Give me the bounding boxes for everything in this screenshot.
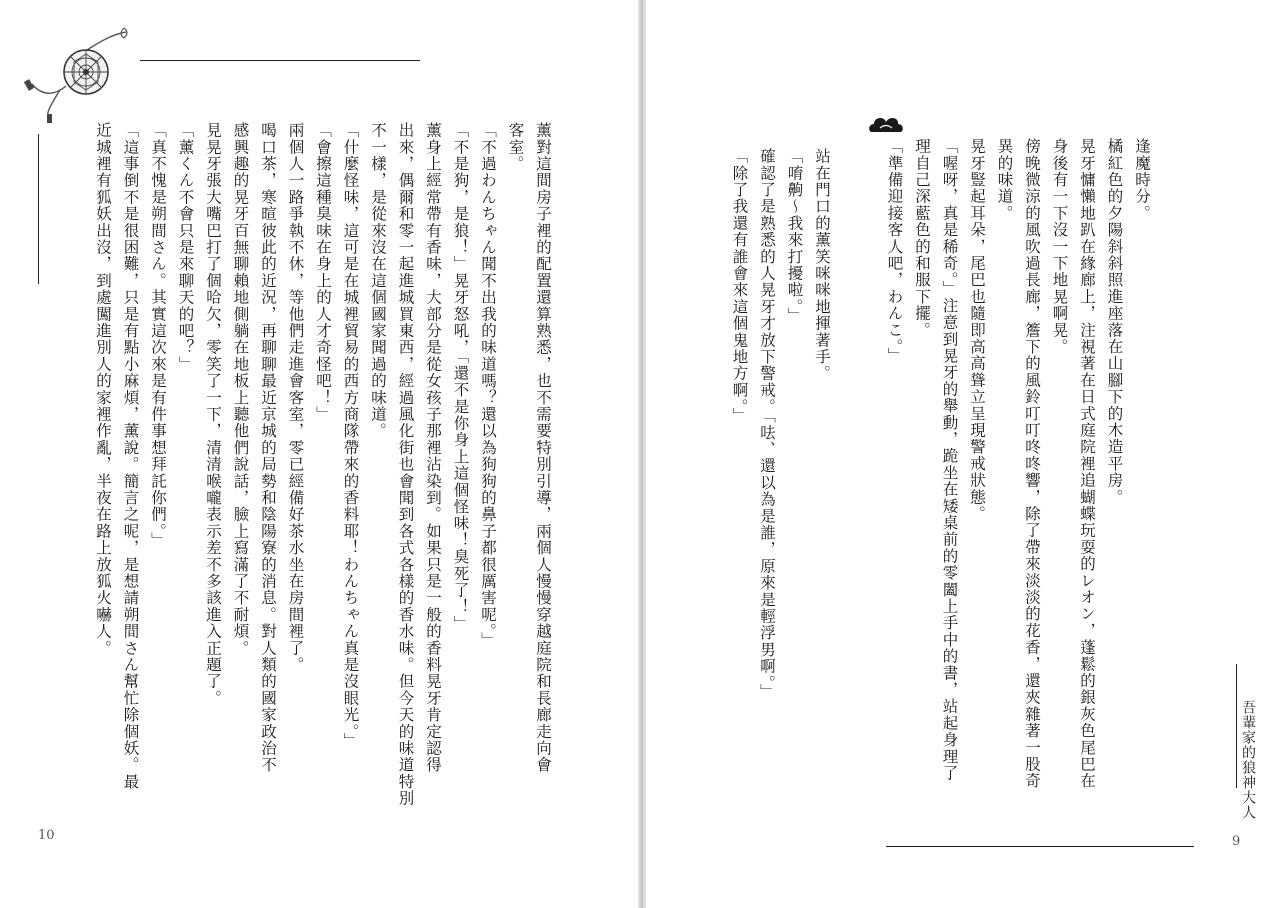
left-page <box>0 0 638 908</box>
paragraph: 「除了我還有誰會來這個鬼地方啊。」 <box>730 148 749 425</box>
paragraph: 「喔呀，真是稀奇。」注意到晃牙的舉動，跪坐在矮桌前的零闔上手中的書，站起身理了 <box>940 138 959 782</box>
paragraph: 「準備迎接客人吧，わんこ。」 <box>885 138 904 365</box>
paragraph: 傍晚微涼的風吹過長廊，簷下的風鈴叮叮咚咚響，除了帶來淡淡的花香，還夾雜著一股奇 <box>1023 138 1041 790</box>
right-page <box>646 0 1285 908</box>
cloud-divider-icon <box>868 114 904 136</box>
paragraph: 「唷齁〜我來打擾啦。」 <box>785 148 804 324</box>
margin-rule <box>1236 664 1237 788</box>
margin-rule <box>38 134 39 284</box>
paragraph: 客室。 <box>506 122 525 173</box>
running-title: 吾輩家的狼神大人 <box>1240 700 1256 820</box>
header-rule <box>140 60 420 61</box>
paragraph: 喝口茶，寒暄彼此的近況，再聊聊最近京城的局勢和陰陽寮的消息。對人類的國家政治不 <box>259 122 277 774</box>
paragraph: 理自己深藍色的和服下擺。 <box>913 138 931 339</box>
right-body-text-bottom <box>725 148 835 708</box>
page-number: 10 <box>38 828 55 843</box>
paragraph: 「真不愧是朔間さん。其實這次來是有件事想拜託你們。」 <box>149 122 167 549</box>
paragraph: 晃牙豎起耳朵，尾巴也隨即高高聳立呈現警戒狀態。 <box>968 138 986 523</box>
book-spine <box>638 0 646 908</box>
paragraph: 「會擦這種臭味在身上的人才奇怪吧！」 <box>314 122 332 423</box>
page-number: 9 <box>1232 834 1241 849</box>
paragraph: 兩個人一路爭執不休，等他們走進會客室，零已經備好茶水坐在房間裡了。 <box>286 122 305 674</box>
right-body-text-top <box>880 138 1155 790</box>
paragraph: 「不過わんちゃん聞不出我的味道嗎？還以為狗狗的鼻子都很厲害呢。」 <box>479 122 497 649</box>
paragraph: 見晃牙張大嘴巴打了個哈欠，零笑了一下，清清喉嚨表示差不多該進入正題了。 <box>204 122 222 707</box>
paragraph: 薰身上經常帶有香味，大部分是從女孩子那裡沾染到。如果只是一般的香料晃牙肯定認得 <box>424 122 442 774</box>
paragraph: 「這事倒不是很困難，只是有點小麻煩，薰說。簡言之呢，是想請朔間さん幫忙除個妖。最 <box>121 122 140 790</box>
paragraph: 「不是狗，是狼！」晃牙怒吼，「還不是你身上這個怪味！臭死了！」 <box>451 122 470 632</box>
paragraph: 異的味道。 <box>995 138 1014 222</box>
paragraph: 站在門口的薰笑咪咪地揮著手。 <box>813 148 831 382</box>
temari-ornament-icon <box>14 24 144 124</box>
paragraph: 「什麼怪味，這可是在城裡貿易的西方商隊帶來的香料耶！わんちゃん真是沒眼光。」 <box>341 122 360 749</box>
paragraph: 出來，偶爾和零一起進城買東西，經過風化街也會聞到各式各樣的香水味。但今天的味道特別 <box>396 122 415 807</box>
paragraph: 確認了是熟悉的人晃牙才放下警戒。「呿、還以為是誰，原來是輕浮男啊。」 <box>758 148 776 701</box>
paragraph: 薰對這間房子裡的配置還算熟悉，也不需要特別引導，兩個人慢慢穿越庭院和長廊走向會 <box>534 122 552 774</box>
paragraph: 晃牙慵懶地趴在緣廊上，注視著在日式庭院裡追蝴蝶玩耍的レオン，蓬鬆的銀灰色尾巴在 <box>1078 138 1096 790</box>
paragraph: 感興趣的晃牙百無聊賴地側躺在地板上聽他們說話，臉上寫滿了不耐煩。 <box>231 122 250 657</box>
paragraph: 橘紅色的夕陽斜斜照進座落在山腳下的木造平房。 <box>1105 138 1124 506</box>
paragraph: 逢魔時分。 <box>1133 138 1151 222</box>
footer-rule <box>886 846 1194 847</box>
paragraph: 身後有一下沒一下地晃啊晃。 <box>1050 138 1069 356</box>
paragraph: 近城裡有狐妖出沒，到處闖進別人的家裡作亂，半夜在路上放狐火嚇人。 <box>94 122 112 657</box>
paragraph: 不一樣，是從來沒在這個國家聞過的味道。 <box>369 122 387 440</box>
left-body-text <box>89 122 557 822</box>
paragraph: 「薰くん不會只是來聊天的吧？」 <box>176 122 195 373</box>
